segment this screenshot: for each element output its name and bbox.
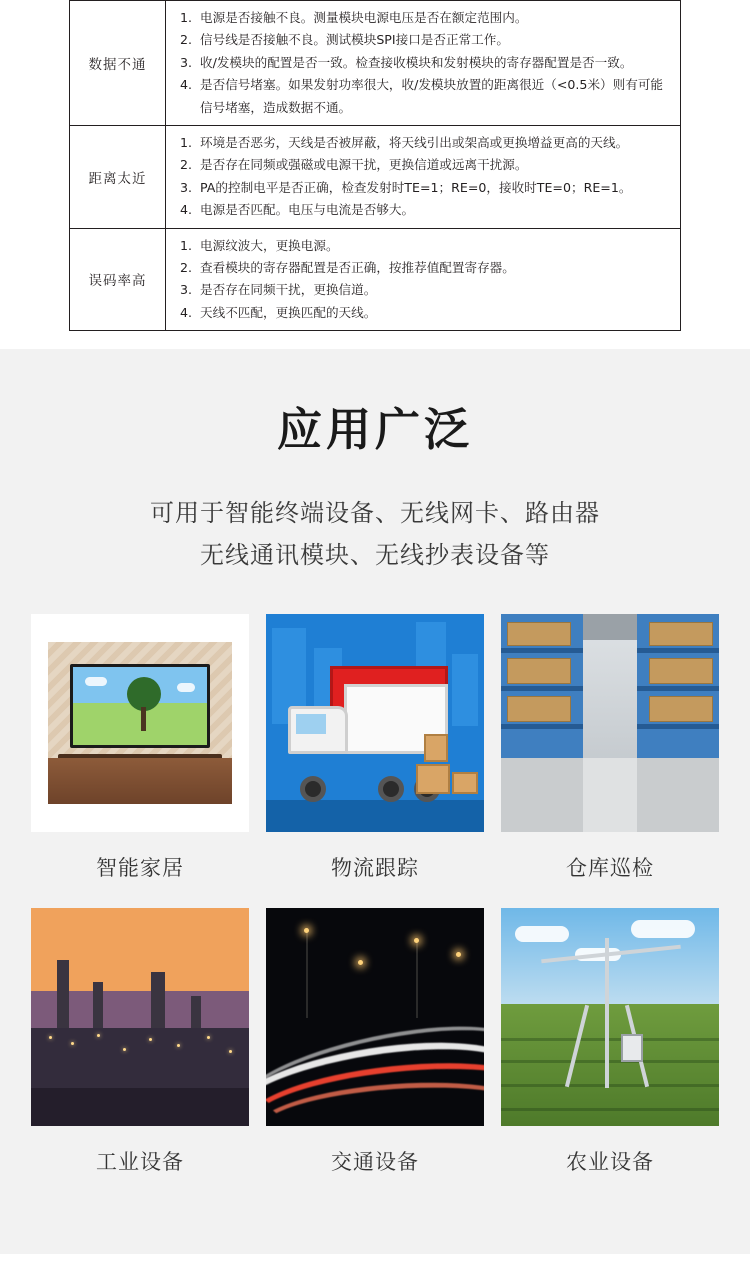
industrial-image bbox=[31, 908, 249, 1126]
list-item: 2. 信号线是否接触不良。测试模块SPI接口是否正常工作。 bbox=[196, 29, 672, 51]
application-grid bbox=[0, 614, 750, 1202]
row-content bbox=[166, 228, 681, 331]
card-caption: 农业设备 bbox=[566, 1150, 654, 1175]
list-item: 1. 电源纹波大，更换电源。 bbox=[196, 235, 672, 257]
card-caption: 智能家居 bbox=[96, 856, 184, 881]
table-row bbox=[70, 228, 681, 331]
agriculture-image bbox=[501, 908, 719, 1126]
list-item: 1. 环境是否恶劣，天线是否被屏蔽，将天线引出或架高或更换增益更高的天线。 bbox=[196, 132, 672, 154]
application-card-logistics bbox=[266, 614, 484, 908]
list-item: 3. 收/发模块的配置是否一致。检查接收模块和发射模块的寄存器配置是否一致。 bbox=[196, 52, 672, 74]
list-item: 4. 天线不匹配，更换匹配的天线。 bbox=[196, 302, 672, 324]
list-item: 4. 电源是否匹配。电压与电流是否够大。 bbox=[196, 199, 672, 221]
row-content bbox=[166, 126, 681, 229]
card-caption: 工业设备 bbox=[96, 1150, 184, 1175]
application-card-traffic bbox=[266, 908, 484, 1202]
card-caption: 物流跟踪 bbox=[331, 856, 419, 881]
subtitle-line-2: 无线通讯模块、无线抄表设备等 bbox=[200, 541, 550, 570]
logistics-image bbox=[266, 614, 484, 832]
list-item: 4. 是否信号堵塞。如果发射功率很大，收/发模块放置的距离很近（<0.5米）则有可能信号堵塞，造成数据不通。 bbox=[196, 74, 672, 119]
row-label: 误码率高 bbox=[70, 228, 166, 331]
list-item: 1. 电源是否接触不良。测量模块电源电压是否在额定范围内。 bbox=[196, 7, 672, 29]
troubleshooting-section bbox=[0, 0, 750, 331]
smart-home-image bbox=[31, 614, 249, 832]
list-item: 3. PA的控制电平是否正确，检查发射时TE=1；RE=0，接收时TE=0；RE=1。 bbox=[196, 177, 672, 199]
list-item: 2. 是否存在同频或强磁或电源干扰，更换信道或远离干扰源。 bbox=[196, 154, 672, 176]
card-caption: 交通设备 bbox=[331, 1150, 419, 1175]
traffic-image bbox=[266, 908, 484, 1126]
application-card-smart-home bbox=[31, 614, 249, 908]
warehouse-image bbox=[501, 614, 719, 832]
application-card-industrial bbox=[31, 908, 249, 1202]
troubleshooting-table bbox=[69, 0, 681, 331]
table-row bbox=[70, 1, 681, 126]
list-item: 2. 查看模块的寄存器配置是否正确，按推荐值配置寄存器。 bbox=[196, 257, 672, 279]
applications-section bbox=[0, 349, 750, 1254]
row-content bbox=[166, 1, 681, 126]
table-row bbox=[70, 126, 681, 229]
subtitle-line-1: 可用于智能终端设备、无线网卡、路由器 bbox=[150, 499, 600, 528]
card-caption: 仓库巡检 bbox=[566, 856, 654, 881]
row-label: 数据不通 bbox=[70, 1, 166, 126]
page-title: 应用广泛 bbox=[276, 403, 473, 457]
application-card-agriculture bbox=[501, 908, 719, 1202]
row-label: 距离太近 bbox=[70, 126, 166, 229]
application-card-warehouse bbox=[501, 614, 719, 908]
list-item: 3. 是否存在同频干扰，更换信道。 bbox=[196, 279, 672, 301]
